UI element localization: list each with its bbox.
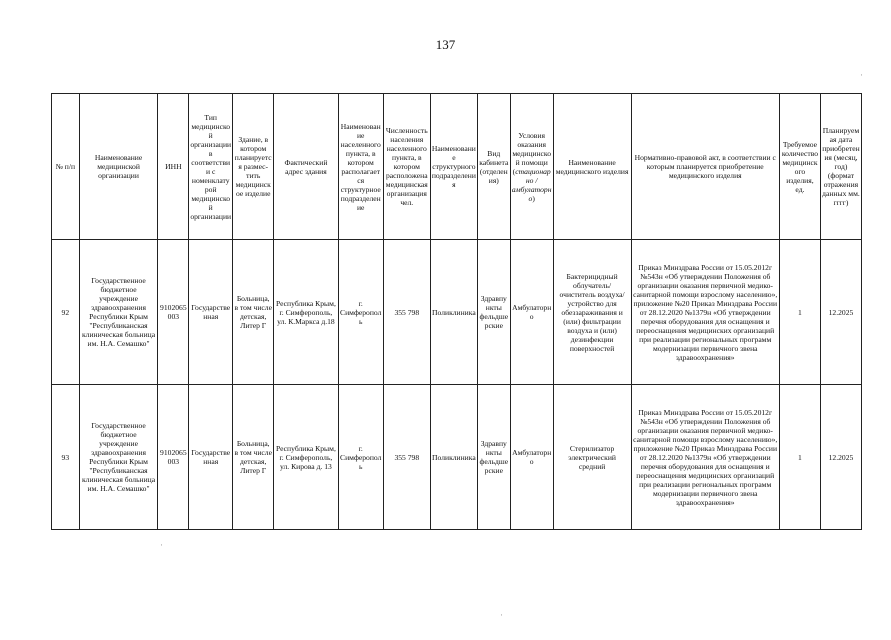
cell-org: Государственное бюджетное учреждение здравоохранения Республики Крым "Республиканская клиническая больница им. Н.А. Семашко" xyxy=(79,385,158,530)
header-row xyxy=(52,94,862,240)
header-act: Нормативно-правовой акт, в соответствии с которым планируется приобретение медицинского изделия xyxy=(631,94,779,240)
cell-settlement: г. Симферополь xyxy=(338,385,383,530)
header-org: Наименование медицинской организации xyxy=(79,94,158,240)
scan-speck: · xyxy=(860,70,863,80)
cell-type: Государственная xyxy=(189,385,233,530)
cell-num: 93 xyxy=(52,385,80,530)
equipment-plan-table xyxy=(51,93,862,530)
header-date: Планируемая дата приобретения (месяц, год) (формат отражения данных мм. гггг) xyxy=(820,94,861,240)
header-inn: ИНН xyxy=(158,94,189,240)
header-conditions-italic: стационарно / амбулаторно xyxy=(511,166,552,203)
cell-address: Республика Крым, г. Симферополь, ул. К.Маркса д.18 xyxy=(274,240,339,385)
cell-num: 92 xyxy=(52,240,80,385)
cell-cabinet: Здравпункты фельдшерские xyxy=(477,240,510,385)
cell-inn: 9102065003 xyxy=(158,240,189,385)
cell-act: Приказ Минздрава России от 15.05.2012г №543н «Об утверждении Положения об организации оказания первичной медико-санитарной помощи взрослому населению», приложение №20 Приказ Минздрава России от 28.12.2020 №1379н «Об утверждении перечня оборудования для оснащения и переоснащения медицинских организаций при реализации региональных программ модернизации первичного звена здравоохранения» xyxy=(631,385,779,530)
cell-device: Бактерицидный облучатель/ очиститель воздуха/ устройство для обеззараживания и (или) фильтрации воздуха и (или) дезинфекции поверхностей xyxy=(553,240,631,385)
cell-building: Больница, в том числе детская, Литер Г xyxy=(233,240,274,385)
header-conditions-suffix: ) xyxy=(532,193,535,203)
cell-unit: Поликлиника xyxy=(430,240,477,385)
cell-building: Больница, в том числе детская, Литер Г xyxy=(233,385,274,530)
cell-org: Государственное бюджетное учреждение здравоохранения Республики Крым "Республиканская клиническая больница им. Н.А. Семашко" xyxy=(79,240,158,385)
cell-population: 355 798 xyxy=(383,240,430,385)
cell-conditions: Амбулаторно xyxy=(510,385,553,530)
header-address: Фактический адрес здания xyxy=(274,94,339,240)
header-qty: Требуемое количество медицинского изделия, ед. xyxy=(779,94,820,240)
cell-conditions: Амбулаторно xyxy=(510,240,553,385)
cell-inn: 9102065003 xyxy=(158,385,189,530)
header-cabinet: Вид кабинета (отделения) xyxy=(477,94,510,240)
scan-speck: · xyxy=(160,540,163,550)
page-number: 137 xyxy=(435,37,456,52)
header-type: Тип медицинской организации в соответствии с номенклатурой медицинской организации xyxy=(189,94,233,240)
header-conditions xyxy=(510,94,553,240)
cell-date: 12.2025 xyxy=(820,240,861,385)
header-settlement: Наименование населенного пункта, в котором располагается структурное подразделение xyxy=(338,94,383,240)
cell-population: 355 798 xyxy=(383,385,430,530)
cell-settlement: г. Симферополь xyxy=(338,240,383,385)
header-num: № п/п xyxy=(52,94,80,240)
header-unit: Наименование структурного подразделения xyxy=(430,94,477,240)
table-row xyxy=(52,385,862,530)
table-row xyxy=(52,240,862,385)
cell-act: Приказ Минздрава России от 15.05.2012г №543н «Об утверждении Положения об организации оказания первичной медико-санитарной помощи взрослому населению», приложение №20 Приказ Минздрава России от 28.12.2020 №1379н «Об утверждении перечня оборудования для оснащения и переоснащения медицинских организаций при реализации региональных программ модернизации первичного звена здравоохранения» xyxy=(631,240,779,385)
scan-speck: · xyxy=(500,610,503,620)
cell-device: Стерилизатор электрический средний xyxy=(553,385,631,530)
header-population: Численность населения населенного пункта, в котором расположена медицинская организация чел. xyxy=(383,94,430,240)
cell-qty: 1 xyxy=(779,240,820,385)
cell-date: 12.2025 xyxy=(820,385,861,530)
cell-unit: Поликлиника xyxy=(430,385,477,530)
header-device: Наименование медицинского изделия xyxy=(553,94,631,240)
header-conditions-prefix: Условия оказания медицинской помощи ( xyxy=(512,130,552,176)
header-building: Здание, в котором планируется разместить медицинское изделие xyxy=(233,94,274,240)
cell-address: Республика Крым, г. Симферополь, ул. Кирова д. 13 xyxy=(274,385,339,530)
cell-cabinet: Здравпункты фельдшерские xyxy=(477,385,510,530)
cell-type: Государственная xyxy=(189,240,233,385)
cell-qty: 1 xyxy=(779,385,820,530)
